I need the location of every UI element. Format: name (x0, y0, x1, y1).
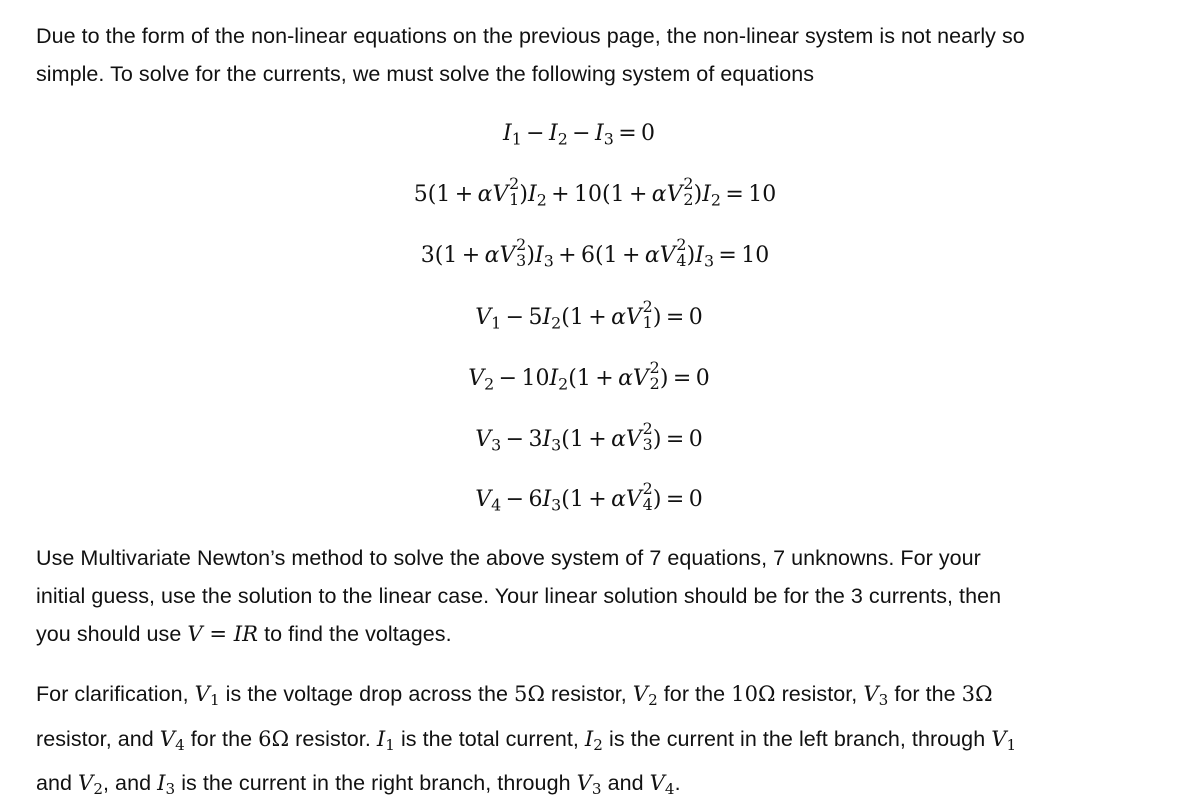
var-v4: $V_4$ (159, 725, 185, 754)
var-v3: $V_3$ (576, 770, 602, 799)
clar-text: resistor, and (36, 726, 160, 751)
equation-1: $I_1 - I_2 - I_3 = 0$ (502, 121, 656, 149)
equation-5: $V_2 - 10I_2(1 + \alpha V$ 2 2 ) = 0 (468, 358, 710, 394)
clar-text: and (601, 771, 650, 796)
clar-text: , and (103, 771, 158, 796)
var-i2: $I_2$ (584, 725, 603, 754)
clar-text: for the (184, 726, 259, 751)
equation-2: 5(1 + αV 2 1 )$I_2 + 10(1 + \alpha V$ 2 2 )$I_2 = 10$ (413, 174, 777, 210)
clar-text: and (36, 771, 79, 796)
resistor-3: 3Ω (961, 681, 993, 706)
clar-text: resistor, (775, 682, 864, 706)
clar-text: resistor. (289, 726, 377, 751)
var-v1: $V_1$ (991, 725, 1017, 754)
newton-line-3-pre: you should use (36, 622, 188, 646)
newton-line-1: Use Multivariate Newton’s method to solve the above system of 7 equations, 7 unknowns. For your (36, 546, 981, 570)
resistor-6: 6Ω (258, 725, 290, 751)
resistor-10: 10Ω (731, 681, 776, 706)
equation-7: $V_4 - 6I_3(1 + \alpha V$ 2 4 ) = 0 (475, 479, 703, 515)
equation-3: 3(1 + αV 2 3 )$I_3 + 6(1 + \alpha V$ 2 4 )$I_3 = 10$ (420, 235, 770, 271)
equation-6: $V_3 - 3I_3(1 + \alpha V$ 2 3 ) = 0 (475, 419, 703, 455)
clarification-paragraph (36, 675, 1156, 809)
clar-text: . (674, 771, 681, 796)
intro-line-2: simple. To solve for the currents, we must solve the following system of equations (36, 61, 815, 86)
var-v4: $V_4$ (649, 770, 675, 799)
clarification-line-1 (36, 675, 1156, 720)
resistor-5: 5Ω (514, 681, 546, 706)
var-v2: $V_2$ (78, 770, 104, 799)
intro-line-1: Due to the form of the non-linear equations on the previous page, the non-linear system is not nearly so (36, 24, 1025, 48)
clar-text: resistor, (545, 682, 633, 706)
equation-4: $V_1 - 5I_2(1 + \alpha V$ 2 1 ) = 0 (475, 297, 703, 333)
clar-text: is the current in the right branch, through (175, 771, 577, 796)
clar-text: For clarification, (36, 682, 195, 706)
var-v2: $V_2$ (632, 681, 658, 710)
clar-text: is the current in the left branch, through (603, 726, 992, 751)
clar-text: is the total current, (394, 726, 585, 751)
intro-paragraph (36, 18, 1156, 93)
clar-text: is the voltage drop across the (219, 682, 515, 706)
var-v3: $V_3$ (863, 681, 889, 710)
var-i1: $I_1$ (376, 725, 395, 754)
newton-line-3 (36, 615, 1156, 654)
var-v1: $V_1$ (194, 681, 220, 710)
newton-line-3-post: to find the voltages. (258, 622, 452, 646)
clar-text: for the (888, 682, 962, 706)
newton-line-2: initial guess, use the solution to the linear case. Your linear solution should be for the 3 currents, then (36, 583, 1002, 608)
clarification-line-3 (36, 764, 1156, 809)
clarification-line-2 (36, 720, 1156, 765)
newton-paragraph (36, 540, 1156, 654)
var-i3: $I_3$ (157, 770, 176, 799)
clar-text: for the (657, 682, 732, 706)
ohms-law-formula: V = IR (187, 621, 259, 646)
